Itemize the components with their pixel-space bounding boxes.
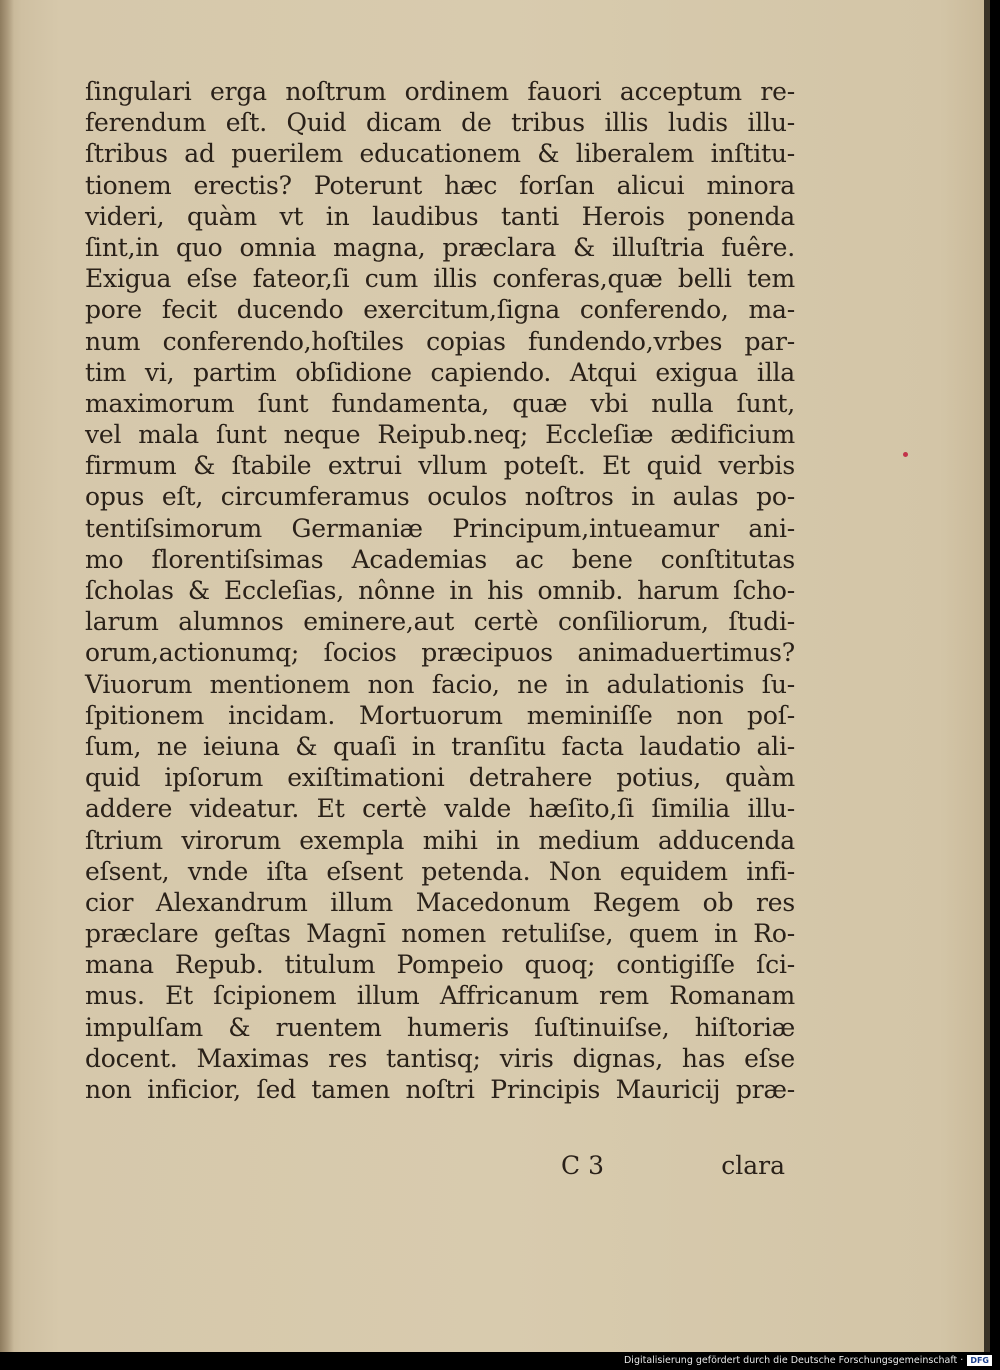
text-line: mo florentiſsimas Academias ac bene conſtitutas (85, 544, 795, 574)
text-line: impulſam & ruentem humeris ſuſtinuiſse, hiſtoriæ (85, 1012, 795, 1042)
text-line: maximorum ſunt fundamenta, quæ vbi nulla ſunt, (85, 388, 795, 418)
text-line: docent. Maximas res tantisq; viris dignas, has eſse (85, 1043, 795, 1073)
text-line: vel mala ſunt neque Reipub.neq; Eccleſiæ ædificium (85, 420, 795, 450)
footer-credit-text: Digitalisierung gefördert durch die Deutsche Forschungsgemeinschaft · (623, 1354, 964, 1366)
text-line: quid ipſorum exiſtimationi detrahere potius, quàm (85, 763, 795, 793)
text-line: firmum & ſtabile extrui vllum poteſt. Et quid verbis (85, 451, 795, 481)
text-line: tim vi, partim obſidione capiendo. Atqui exigua illa (85, 357, 795, 387)
dfg-logo: DFG (967, 1355, 992, 1366)
body-text (85, 76, 795, 1105)
page-foot (85, 1150, 795, 1182)
text-line: Exigua eſse fateor,ſi cum illis conferas,quæ belli tem (85, 264, 795, 294)
footer-credit (624, 1353, 992, 1367)
signature-mark: C 3 (561, 1151, 604, 1180)
text-line: addere videatur. Et certè valde hæſito,ſi ſimilia illu- (85, 794, 795, 824)
text-line: pore fecit ducendo exercitum,ſigna conferendo, ma- (85, 295, 795, 325)
text-line: ſum, ne ieiuna & quaſi in tranſitu facta laudatio ali- (85, 731, 795, 761)
text-line: larum alumnos eminere,aut certè conſiliorum, ſtudi- (85, 607, 795, 637)
text-line: ſingulari erga noſtrum ordinem fauori acceptum re- (85, 77, 795, 106)
text-line: opus eſt, circumferamus oculos noſtros in aulas po- (85, 482, 795, 512)
text-line: ferendum eſt. Quid dicam de tribus illis ludis illu- (85, 108, 795, 138)
text-line: Viuorum mentionem non facio, ne in adulationis ſu- (85, 669, 795, 699)
text-line: mus. Et ſcipionem illum Affricanum rem Romanam (85, 981, 795, 1011)
text-line: tentiſsimorum Germaniæ Principum,intueamur ani- (85, 513, 795, 543)
text-line: orum,actionumq; ſocios præcipuos animaduertimus? (85, 638, 795, 668)
text-line: ſcholas & Eccleſias, nônne in his omnib. harum ſcho- (85, 576, 795, 605)
text-line: ſpitionem incidam. Mortuorum meminiſſe non poſ- (85, 700, 795, 730)
text-line: non inficior, ſed tamen noſtri Principis Mauricij præ- (85, 1075, 795, 1104)
text-line: num conferendo,hoſtiles copias fundendo,vrbes par- (85, 326, 795, 356)
text-line: ſtribus ad puerilem educationem & liberalem inſtitu- (85, 139, 795, 169)
text-line: ſint,in quo omnia magna, præclara & illuſtria fuêre. (85, 232, 795, 262)
text-line: eſsent, vnde iſta eſsent petenda. Non equidem infi- (85, 856, 795, 886)
text-line: videri, quàm vt in laudibus tanti Herois ponenda (85, 201, 795, 231)
text-line: ſtrium virorum exempla mihi in medium adducenda (85, 825, 795, 855)
text-line: cior Alexandrum illum Macedonum Regem ob res (85, 887, 795, 917)
text-line: tionem erectis? Poterunt hæc forſan alicui minora (85, 170, 795, 200)
text-line: præclare geſtas Magnī nomen retuliſse, quem in Ro- (85, 919, 795, 949)
catchword: clara (721, 1151, 785, 1180)
text-line: mana Repub. titulum Pompeio quoq; contigiſſe ſci- (85, 950, 795, 980)
ink-spot (903, 452, 908, 457)
